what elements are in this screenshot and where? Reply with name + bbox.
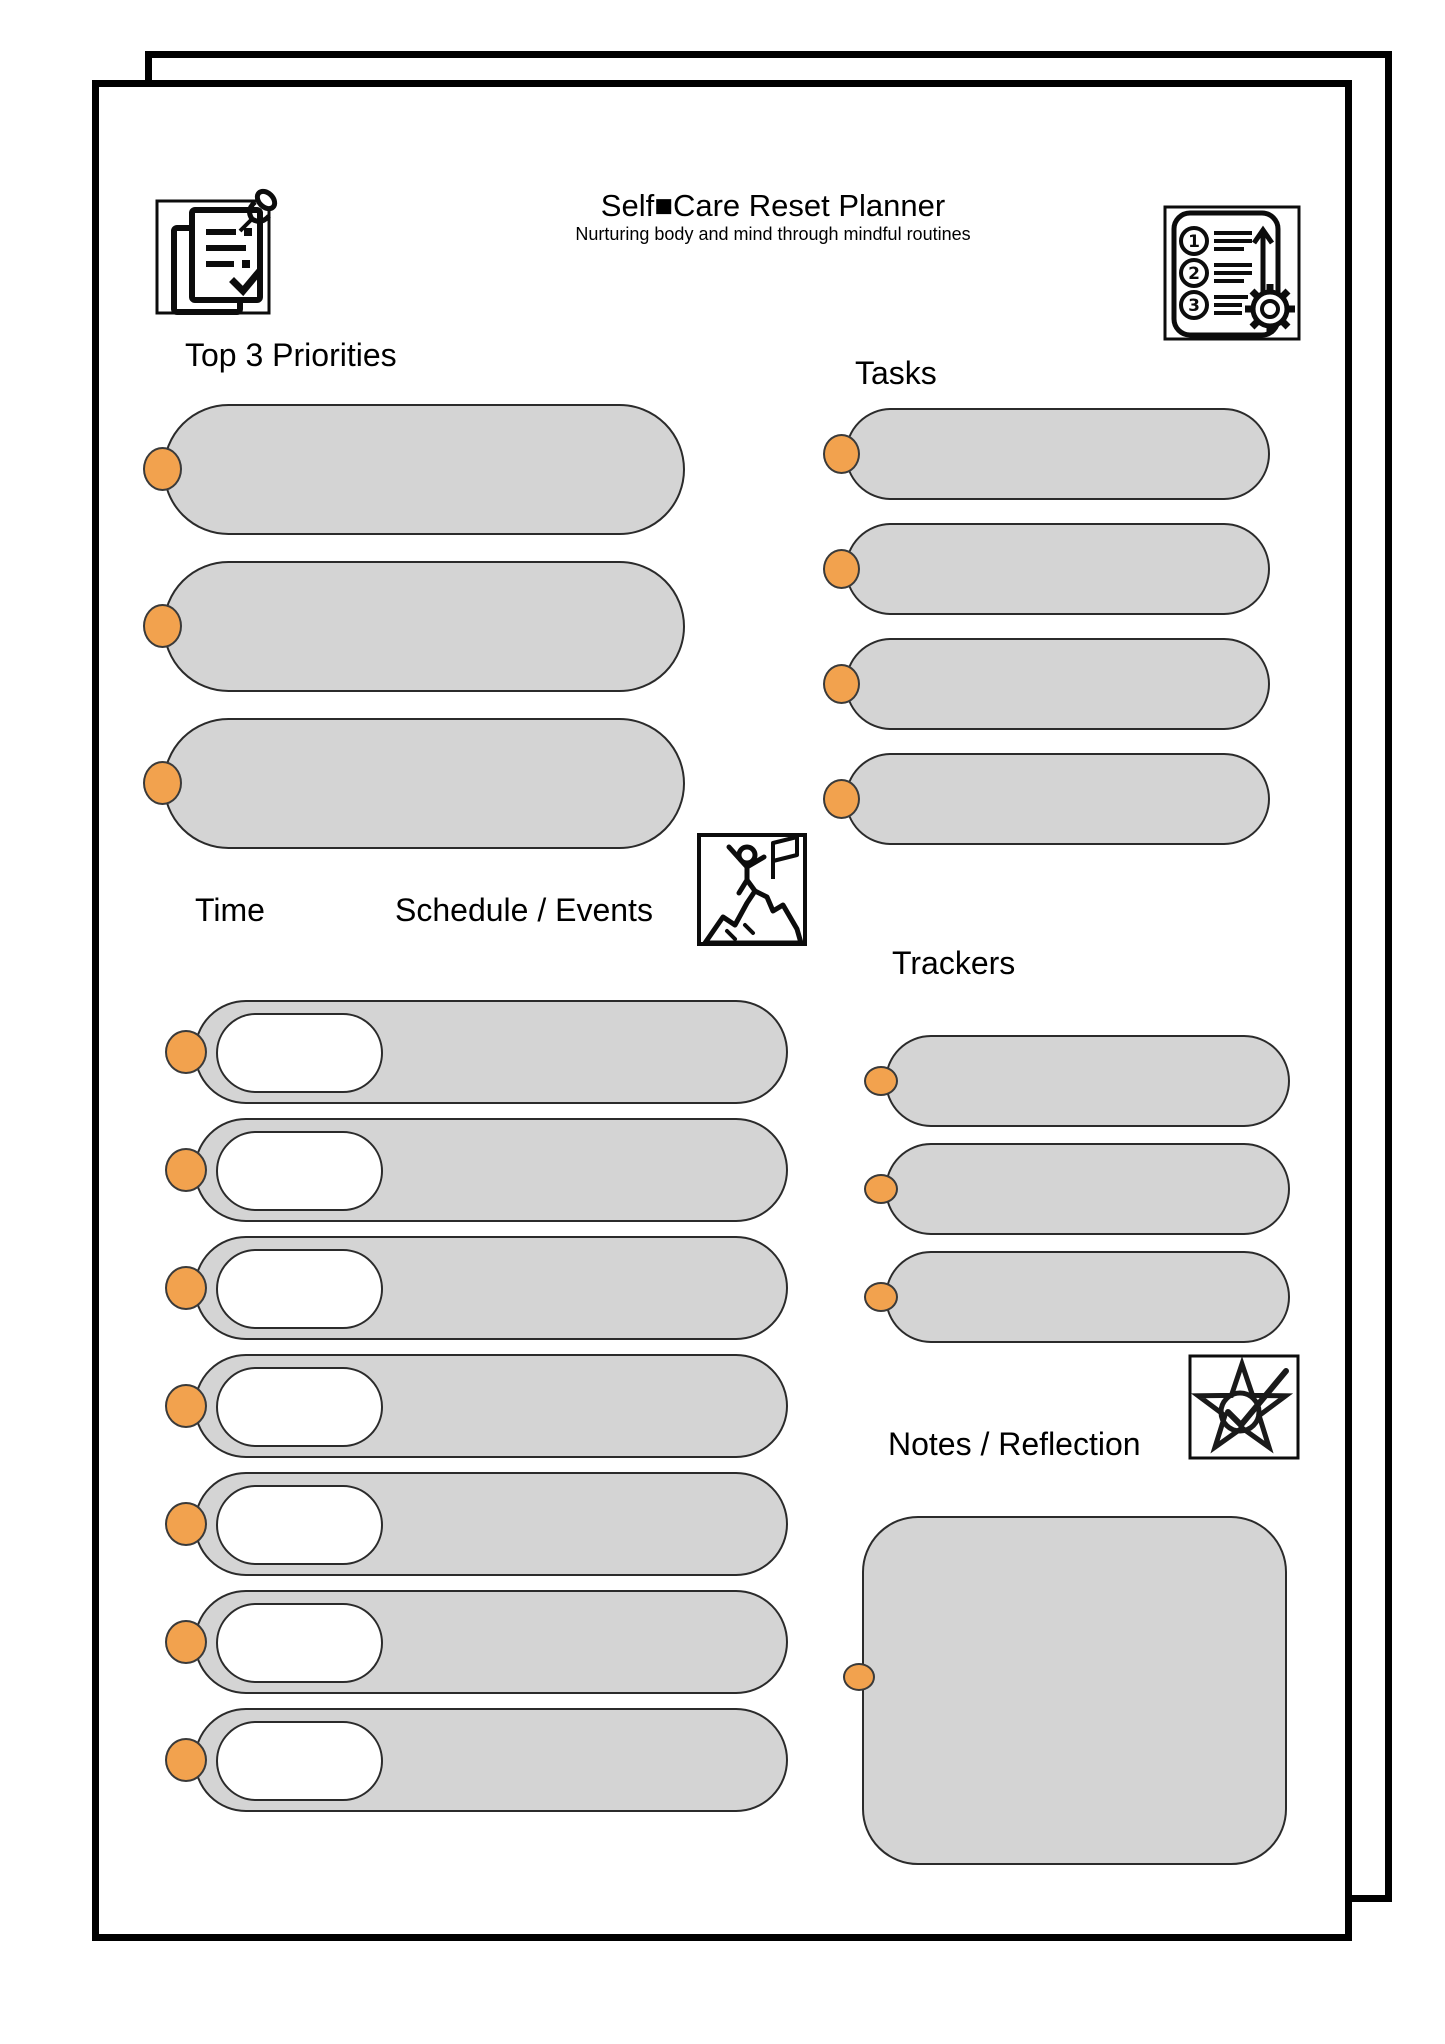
schedule-time-text [218, 1723, 381, 1735]
priority-field[interactable] [163, 718, 685, 849]
task-row [823, 638, 1270, 730]
tracker-bullet-icon [864, 1174, 898, 1204]
page-title: Self■Care Reset Planner [600, 188, 946, 223]
numbered-priorities-gear-icon [1162, 203, 1302, 343]
schedule-event-field[interactable] [194, 1236, 788, 1340]
schedule-event-text [386, 1238, 786, 1250]
schedule-event-field[interactable] [194, 1472, 788, 1576]
pinned-notes-icon [152, 186, 287, 326]
tracker-row [864, 1035, 1290, 1127]
task-bullet-icon [823, 434, 860, 474]
star-checkmark-icon [1188, 1354, 1300, 1460]
schedule-row [165, 1472, 788, 1576]
tracker-bullet-icon [864, 1282, 898, 1312]
schedule-time-field[interactable] [216, 1603, 383, 1683]
events-heading: Schedule / Events [395, 892, 653, 928]
task-field-text [847, 525, 1268, 537]
schedule-bullet-icon [165, 1030, 207, 1074]
schedule-bullet-icon [165, 1384, 207, 1428]
schedule-bullet-icon [165, 1738, 207, 1782]
task-bullet-icon [823, 664, 860, 704]
priority-field-text [165, 563, 683, 575]
schedule-time-text [218, 1487, 381, 1499]
task-field[interactable] [845, 753, 1270, 845]
schedule-row [165, 1118, 788, 1222]
schedule-event-text [386, 1710, 786, 1722]
schedule-row [165, 1354, 788, 1458]
svg-text:3: 3 [1188, 296, 1200, 316]
time-heading: Time [195, 892, 265, 928]
schedule-time-text [218, 1251, 381, 1263]
mountain-achievement-icon [697, 833, 807, 946]
tracker-field[interactable] [885, 1251, 1290, 1343]
task-field[interactable] [845, 523, 1270, 615]
schedule-bullet-icon [165, 1266, 207, 1310]
schedule-time-field[interactable] [216, 1249, 383, 1329]
tracker-row [864, 1251, 1290, 1343]
task-field[interactable] [845, 408, 1270, 500]
task-field[interactable] [845, 638, 1270, 730]
schedule-time-field[interactable] [216, 1131, 383, 1211]
task-field-text [847, 755, 1268, 767]
schedule-event-text [386, 1592, 786, 1604]
schedule-event-field[interactable] [194, 1590, 788, 1694]
tasks-heading: Tasks [855, 355, 937, 391]
schedule-event-text [386, 1356, 786, 1368]
priority-field[interactable] [163, 404, 685, 535]
page-subtitle: Nurturing body and mind through mindful routines [575, 223, 971, 244]
priority-row [143, 718, 705, 849]
tracker-field-text [887, 1253, 1288, 1265]
schedule-time-field[interactable] [216, 1013, 383, 1093]
notes-section [843, 1516, 1287, 1865]
schedule-event-field[interactable] [194, 1354, 788, 1458]
tracker-field-text [887, 1145, 1288, 1157]
priority-bullet-icon [143, 761, 182, 805]
schedule-time-text [218, 1015, 381, 1027]
tracker-field[interactable] [885, 1035, 1290, 1127]
schedule-time-text [218, 1605, 381, 1617]
task-bullet-icon [823, 779, 860, 819]
priorities-heading: Top 3 Priorities [185, 337, 397, 373]
schedule-event-field[interactable] [194, 1118, 788, 1222]
schedule-event-text [386, 1002, 786, 1014]
notes-text [864, 1518, 1285, 1530]
schedule-time-text [218, 1369, 381, 1381]
priority-row [143, 561, 705, 692]
schedule-event-field[interactable] [194, 1708, 788, 1812]
task-row [823, 753, 1270, 845]
schedule-row [165, 1000, 788, 1104]
tracker-field[interactable] [885, 1143, 1290, 1235]
notes-field[interactable] [862, 1516, 1287, 1865]
schedule-bullet-icon [165, 1502, 207, 1546]
notes-bullet-icon [843, 1663, 875, 1691]
priority-field-text [165, 720, 683, 732]
task-field-text [847, 640, 1268, 652]
priority-row [143, 404, 705, 535]
schedule-row [165, 1590, 788, 1694]
priority-bullet-icon [143, 447, 182, 491]
schedule-event-text [386, 1120, 786, 1132]
schedule-time-field[interactable] [216, 1721, 383, 1801]
priority-field[interactable] [163, 561, 685, 692]
header [473, 188, 1073, 245]
task-row [823, 408, 1270, 500]
schedule-time-field[interactable] [216, 1485, 383, 1565]
tracker-row [864, 1143, 1290, 1235]
schedule-time-field[interactable] [216, 1367, 383, 1447]
priority-field-text [165, 406, 683, 418]
task-field-text [847, 410, 1268, 422]
trackers-heading: Trackers [892, 945, 1016, 981]
svg-text:1: 1 [1188, 232, 1200, 252]
schedule-row [165, 1236, 788, 1340]
schedule-bullet-icon [165, 1148, 207, 1192]
schedule-row [165, 1708, 788, 1812]
schedule-event-field[interactable] [194, 1000, 788, 1104]
svg-text:2: 2 [1188, 264, 1200, 284]
schedule-event-text [386, 1474, 786, 1486]
task-bullet-icon [823, 549, 860, 589]
tracker-field-text [887, 1037, 1288, 1049]
schedule-time-text [218, 1133, 381, 1145]
notes-heading: Notes / Reflection [888, 1426, 1141, 1462]
task-row [823, 523, 1270, 615]
tracker-bullet-icon [864, 1066, 898, 1096]
schedule-bullet-icon [165, 1620, 207, 1664]
priority-bullet-icon [143, 604, 182, 648]
